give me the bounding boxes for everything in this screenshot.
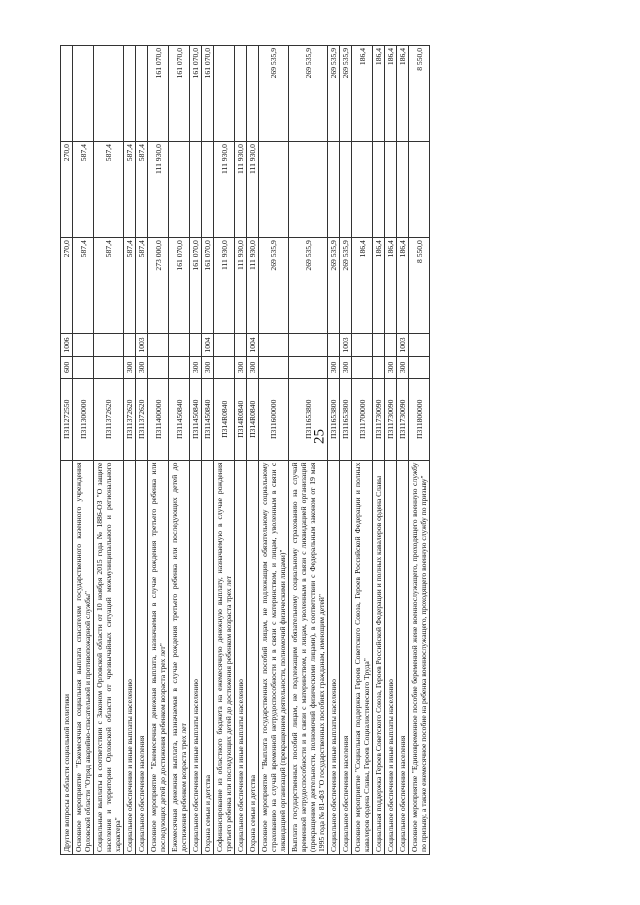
target-code-cell: П314R0840 bbox=[235, 379, 247, 461]
row-name-cell: Социальное обеспечение и иные выплаты населению bbox=[328, 460, 340, 854]
amount-total-cell: 161 070,0 bbox=[190, 238, 202, 334]
amount-regional-cell bbox=[202, 142, 214, 238]
amount-federal-cell bbox=[136, 46, 148, 142]
section-code-cell bbox=[148, 334, 169, 356]
section-code-cell bbox=[373, 334, 385, 356]
amount-regional-cell: 587,4 bbox=[94, 142, 124, 238]
amount-total-cell: 111 930,0 bbox=[247, 238, 259, 334]
section-code-cell: 1003 bbox=[340, 334, 352, 356]
section-code-cell: 1003 bbox=[397, 334, 409, 356]
amount-federal-cell: 186,4 bbox=[352, 46, 373, 142]
expense-type-cell: 300 bbox=[202, 356, 214, 378]
expense-type-cell bbox=[259, 356, 289, 378]
amount-regional-cell: 270,0 bbox=[61, 142, 73, 238]
table-row bbox=[190, 46, 202, 855]
amount-federal-cell bbox=[61, 46, 73, 142]
target-code-cell: П311372620 bbox=[136, 379, 148, 461]
expense-type-cell bbox=[289, 356, 328, 378]
target-code-cell: П311600000 bbox=[259, 379, 289, 461]
amount-federal-cell: 269 535,9 bbox=[259, 46, 289, 142]
target-code-cell: П311372620 bbox=[124, 379, 136, 461]
table-row bbox=[397, 46, 409, 855]
section-code-cell bbox=[73, 334, 94, 356]
target-code-cell: П311653800 bbox=[328, 379, 340, 461]
expense-type-cell: 300 bbox=[136, 356, 148, 378]
amount-federal-cell: 186,4 bbox=[385, 46, 397, 142]
expense-type-cell bbox=[409, 356, 430, 378]
table-row bbox=[409, 46, 430, 855]
table-row bbox=[328, 46, 340, 855]
expense-type-cell: 600 bbox=[61, 356, 73, 378]
table-row bbox=[94, 46, 124, 855]
row-name-cell: Социальное обеспечение населения bbox=[397, 460, 409, 854]
table-row bbox=[289, 46, 328, 855]
target-code-cell: П311450840 bbox=[190, 379, 202, 461]
section-code-cell bbox=[409, 334, 430, 356]
expense-type-cell bbox=[73, 356, 94, 378]
amount-total-cell: 269 535,9 bbox=[328, 238, 340, 334]
expense-type-cell: 300 bbox=[328, 356, 340, 378]
amount-total-cell: 161 070,0 bbox=[169, 238, 190, 334]
section-code-cell bbox=[190, 334, 202, 356]
table-row bbox=[247, 46, 259, 855]
amount-federal-cell: 161 070,0 bbox=[148, 46, 169, 142]
section-code-cell: 1006 bbox=[61, 334, 73, 356]
expense-type-cell bbox=[352, 356, 373, 378]
row-name-cell: Социальное обеспечение и иные выплаты населению bbox=[385, 460, 397, 854]
amount-total-cell: 269 535,9 bbox=[289, 238, 328, 334]
amount-total-cell: 186,4 bbox=[397, 238, 409, 334]
amount-total-cell: 111 930,0 bbox=[235, 238, 247, 334]
target-code-cell: П314R0840 bbox=[247, 379, 259, 461]
section-code-cell: 1003 bbox=[136, 334, 148, 356]
target-code-cell: П311653800 bbox=[340, 379, 352, 461]
target-code-cell: П311300000 bbox=[73, 379, 94, 461]
target-code-cell: П311400000 bbox=[148, 379, 169, 461]
amount-federal-cell: 269 535,9 bbox=[340, 46, 352, 142]
table-row bbox=[124, 46, 136, 855]
amount-regional-cell bbox=[289, 142, 328, 238]
target-code-cell: П311272550 bbox=[61, 379, 73, 461]
amount-total-cell: 111 930,0 bbox=[214, 238, 235, 334]
amount-total-cell: 186,4 bbox=[373, 238, 385, 334]
amount-regional-cell bbox=[352, 142, 373, 238]
amount-total-cell: 161 070,0 bbox=[202, 238, 214, 334]
amount-total-cell: 186,4 bbox=[352, 238, 373, 334]
budget-table bbox=[60, 45, 430, 855]
amount-federal-cell bbox=[247, 46, 259, 142]
expense-type-cell: 300 bbox=[397, 356, 409, 378]
amount-regional-cell bbox=[409, 142, 430, 238]
target-code-cell: П311450840 bbox=[169, 379, 190, 461]
target-code-cell: П311730090 bbox=[397, 379, 409, 461]
amount-regional-cell bbox=[340, 142, 352, 238]
expense-type-cell bbox=[148, 356, 169, 378]
amount-regional-cell: 111 930,0 bbox=[247, 142, 259, 238]
row-name-cell: Социальная поддержка Героев Советского Союза, Героев Российской Федерации и полных кавалеров ордена Славы bbox=[373, 460, 385, 854]
row-name-cell: Охрана семьи и детства bbox=[247, 460, 259, 854]
row-name-cell: Охрана семьи и детства bbox=[202, 460, 214, 854]
expense-type-cell bbox=[94, 356, 124, 378]
amount-federal-cell bbox=[73, 46, 94, 142]
target-code-cell: П311730090 bbox=[373, 379, 385, 461]
row-name-cell: Социальное обеспечение населения bbox=[340, 460, 352, 854]
row-name-cell: Основное мероприятие "Единовременное пособие беременной жене военнослужащего, проходящего военную службу по призыву, а также ежемесячное пособие на ребенка военнослужащего, проходящего военную службу по призыву" bbox=[409, 460, 430, 854]
table-row bbox=[385, 46, 397, 855]
amount-federal-cell: 161 070,0 bbox=[169, 46, 190, 142]
amount-federal-cell bbox=[124, 46, 136, 142]
row-name-cell: Выплата государственных пособий лицам, не подлежащим обязательному социальному страхованию на случай временной нетрудоспособности и в связи с материнством, и лицам, уволенным в связи с ликвидацией организаций (прекращением деятельности, полномочий физическими лицами), в соответствии с Федеральным законом от 19 мая 1995 года № 81-ФЗ "О государственных пособиях гражданам, имеющим детей" bbox=[289, 460, 328, 854]
section-code-cell bbox=[352, 334, 373, 356]
table-row bbox=[373, 46, 385, 855]
table-row bbox=[73, 46, 94, 855]
target-code-cell: П311450840 bbox=[202, 379, 214, 461]
expense-type-cell: 300 bbox=[190, 356, 202, 378]
table-row bbox=[259, 46, 289, 855]
amount-federal-cell: 161 070,0 bbox=[202, 46, 214, 142]
amount-regional-cell bbox=[190, 142, 202, 238]
amount-regional-cell: 111 930,0 bbox=[214, 142, 235, 238]
amount-regional-cell: 587,4 bbox=[124, 142, 136, 238]
expense-type-cell: 300 bbox=[385, 356, 397, 378]
target-code-cell: П314R0840 bbox=[214, 379, 235, 461]
row-name-cell: Социальные выплаты в соответствии с Законом Орловской области от 10 ноября 2015 года № 1886-ОЗ "О защите населения и территории Орловской области от чрезвычайных ситуаций межмуниципального и регионального характера" bbox=[94, 460, 124, 854]
page-number: 25 bbox=[311, 429, 328, 444]
amount-regional-cell bbox=[373, 142, 385, 238]
row-name-cell: Основное мероприятие "Ежемесячная социальная выплата спасателям государственного казенного учреждения Орловской области "Отряд аварийно-спасательной и противопожарной службы" bbox=[73, 460, 94, 854]
amount-federal-cell: 269 535,9 bbox=[328, 46, 340, 142]
row-name-cell: Основное мероприятие "Социальная поддержка Героев Советского Союза, Героев Российской Федерации и полных кавалеров ордена Славы, Героев Социалистического Труда" bbox=[352, 460, 373, 854]
table-row bbox=[202, 46, 214, 855]
target-code-cell: П311372620 bbox=[94, 379, 124, 461]
row-name-cell: Основное мероприятие "Выплата государственных пособий лицам, не подлежащим обязательному социальному страхованию на случай временной нетрудоспособности и в связи с материнством, и лицам, уволенным в связи с ликвидацией организаций (прекращением деятельности, полномочий физическими лицами)" bbox=[259, 460, 289, 854]
expense-type-cell bbox=[373, 356, 385, 378]
expense-type-cell bbox=[214, 356, 235, 378]
row-name-cell: Социальное обеспечение населения bbox=[136, 460, 148, 854]
amount-regional-cell bbox=[328, 142, 340, 238]
amount-federal-cell: 186,4 bbox=[397, 46, 409, 142]
amount-regional-cell bbox=[169, 142, 190, 238]
rotated-table-area bbox=[60, 45, 555, 855]
row-name-cell: Ежемесячная денежная выплата, назначаемая в случае рождения третьего ребенка или последующих детей до достижения ребенком возраста трех лет bbox=[169, 460, 190, 854]
amount-federal-cell: 8 550,0 bbox=[409, 46, 430, 142]
target-code-cell: П311800000 bbox=[409, 379, 430, 461]
amount-total-cell: 270,0 bbox=[61, 238, 73, 334]
amount-regional-cell bbox=[385, 142, 397, 238]
amount-regional-cell bbox=[397, 142, 409, 238]
target-code-cell: П311730090 bbox=[385, 379, 397, 461]
table-row bbox=[148, 46, 169, 855]
expense-type-cell: 300 bbox=[124, 356, 136, 378]
amount-total-cell: 273 000,0 bbox=[148, 238, 169, 334]
expense-type-cell: 300 bbox=[340, 356, 352, 378]
amount-total-cell: 587,4 bbox=[136, 238, 148, 334]
amount-total-cell: 186,4 bbox=[385, 238, 397, 334]
table-row bbox=[61, 46, 73, 855]
table-row bbox=[235, 46, 247, 855]
amount-federal-cell: 186,4 bbox=[373, 46, 385, 142]
amount-regional-cell: 587,4 bbox=[136, 142, 148, 238]
table-row bbox=[352, 46, 373, 855]
target-code-cell: П311653800 bbox=[289, 379, 328, 461]
row-name-cell: Социальное обеспечение и иные выплаты населению bbox=[235, 460, 247, 854]
row-name-cell: Другие вопросы в области социальной политики bbox=[61, 460, 73, 854]
section-code-cell: 1004 bbox=[247, 334, 259, 356]
table-row bbox=[136, 46, 148, 855]
expense-type-cell: 300 bbox=[235, 356, 247, 378]
section-code-cell bbox=[235, 334, 247, 356]
amount-total-cell: 587,4 bbox=[73, 238, 94, 334]
section-code-cell bbox=[289, 334, 328, 356]
section-code-cell bbox=[385, 334, 397, 356]
table-row bbox=[214, 46, 235, 855]
table-row bbox=[340, 46, 352, 855]
table-row bbox=[169, 46, 190, 855]
amount-regional-cell bbox=[259, 142, 289, 238]
amount-federal-cell bbox=[235, 46, 247, 142]
amount-federal-cell: 161 070,0 bbox=[190, 46, 202, 142]
row-name-cell: Социальное обеспечение и иные выплаты населению bbox=[124, 460, 136, 854]
section-code-cell bbox=[94, 334, 124, 356]
amount-federal-cell: 269 535,9 bbox=[289, 46, 328, 142]
row-name-cell: Социальное обеспечение и иные выплаты населению bbox=[190, 460, 202, 854]
amount-total-cell: 8 550,0 bbox=[409, 238, 430, 334]
row-name-cell: Софинансирование из областного бюджета на ежемесячную денежную выплату, назначаемую в случае рождения третьего ребенка или последующих детей до достижения ребенком возраста трех лет bbox=[214, 460, 235, 854]
section-code-cell bbox=[259, 334, 289, 356]
amount-total-cell: 269 535,9 bbox=[259, 238, 289, 334]
amount-federal-cell bbox=[94, 46, 124, 142]
amount-total-cell: 587,4 bbox=[124, 238, 136, 334]
amount-regional-cell: 587,4 bbox=[73, 142, 94, 238]
section-code-cell bbox=[214, 334, 235, 356]
expense-type-cell bbox=[169, 356, 190, 378]
table-body bbox=[61, 46, 430, 855]
row-name-cell: Основное мероприятие "Ежемесячная денежная выплата, назначаемая в случае рождения третьего ребенка или последующих детей до достижения ребенком возраста трех лет" bbox=[148, 460, 169, 854]
amount-regional-cell: 111 930,0 bbox=[148, 142, 169, 238]
amount-federal-cell bbox=[214, 46, 235, 142]
expense-type-cell: 300 bbox=[247, 356, 259, 378]
section-code-cell: 1004 bbox=[202, 334, 214, 356]
amount-total-cell: 269 535,9 bbox=[340, 238, 352, 334]
amount-total-cell: 587,4 bbox=[94, 238, 124, 334]
target-code-cell: П311700000 bbox=[352, 379, 373, 461]
section-code-cell bbox=[124, 334, 136, 356]
section-code-cell bbox=[169, 334, 190, 356]
section-code-cell bbox=[328, 334, 340, 356]
amount-regional-cell: 111 930,0 bbox=[235, 142, 247, 238]
